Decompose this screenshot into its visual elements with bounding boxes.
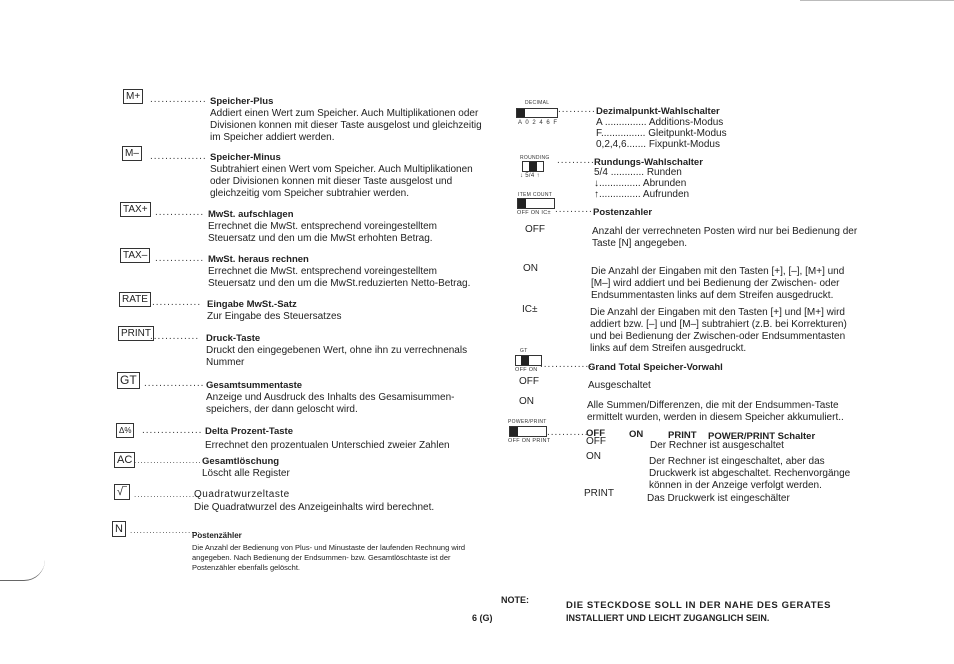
- item-count-title: Postenzahler: [593, 207, 653, 218]
- dots: ................: [142, 425, 203, 436]
- gt-title: Grand Total Speicher-Vorwahl: [588, 362, 723, 373]
- key-tax-plus: TAX+: [120, 202, 151, 217]
- scan-curve: [0, 560, 45, 581]
- power-option-label: PRINT: [584, 488, 614, 499]
- power-switch-knob: [510, 427, 518, 436]
- item-desc: Errechnet die MwSt. entsprechend voreingestelltem Steuersatz und den um die MwSt erhohten Betrag.: [208, 221, 438, 244]
- item-desc: Die Anzahl der Bedienung von Plus- und Minustaste der laufenden Rechnung wird angegeben. Nach Bedienung der Endsummen- bzw. Gesamtlöschtaste ist der Postenzähler ebenfalls gelöscht.: [192, 543, 466, 572]
- power-title-off: OFF: [586, 428, 605, 439]
- gt-option-label: OFF: [519, 376, 539, 387]
- dots: .............: [152, 297, 202, 308]
- item-desc: Löscht alle Register: [202, 468, 290, 479]
- key-delta-percent: Δ%: [116, 423, 134, 438]
- gt-option-desc: Alle Summen/Differenzen, die mit der Endsummen-Taste ermittelt wurden, werden in diesem Speicher akkumuliert..: [587, 400, 844, 423]
- power-switch: [509, 426, 547, 437]
- dots: .....................: [134, 490, 202, 499]
- gt-option-label: ON: [519, 396, 534, 407]
- power-option-desc: Der Rechner ist eingeschaltet, aber das Druckwerk ist abgeschaltet. Rechenvorgänge können in der Anzeige verfolgt werden.: [649, 456, 851, 491]
- decimal-switch-knob: [517, 109, 525, 117]
- rounding-switch: [522, 161, 544, 172]
- item-title: Postenzähler: [192, 531, 242, 540]
- decimal-switch: [516, 108, 558, 118]
- dots: .............: [150, 331, 200, 342]
- power-title-switch: POWER/PRINT Schalter: [708, 431, 816, 442]
- power-switch-scale: OFF ON PRINT: [508, 438, 551, 444]
- dots: ..........: [557, 155, 595, 166]
- rounding-title: Rundungs-Wahlschalter: [594, 157, 703, 168]
- item-count-switch-knob: [518, 199, 526, 208]
- item-count-option-label: IC±: [522, 304, 538, 315]
- item-count-switch-label: ITEM COUNT: [518, 192, 553, 198]
- item-desc: Die Quadratwurzel des Anzeigeinhalts wird berechnet.: [194, 502, 435, 513]
- item-desc: Errechnet den prozentualen Unterschied zweier Zahlen: [205, 440, 450, 451]
- item-count-option-label: ON: [523, 263, 538, 274]
- item-count-option-desc: Die Anzahl der Eingaben mit den Tasten [+], [–], [M+] und [M–] wird addiert und bei Bedienung der Zwischen- oder Endsummentasten links auf dem Streifen ausgedruckt.: [591, 266, 845, 301]
- key-square-root: √‾: [114, 484, 130, 500]
- decimal-option: A ............... Additions-Modus: [596, 117, 724, 128]
- rounding-option: ↑............... Aufrunden: [594, 189, 690, 200]
- item-title: Speicher-Plus: [210, 96, 274, 107]
- rounding-option: ↓............... Abrunden: [594, 178, 687, 189]
- item-desc: Addiert einen Wert zum Speicher. Auch Multiplikationen oder Divisionen konnen mit dieser Taste ausgelost und gleichzeitig im Speicher addiert werden.: [210, 108, 482, 143]
- power-option-desc: Der Rechner ist ausgeschaltet: [650, 440, 784, 451]
- item-desc: Druckt den eingegebenen Wert, ohne ihn zu verrechnenals Nummer: [206, 345, 468, 368]
- key-n: N: [112, 521, 126, 537]
- dots: .....................: [134, 456, 202, 465]
- key-ac: AC: [114, 452, 135, 468]
- item-desc: Subtrahiert einen Wert vom Speicher. Auch Multiplikationen oder Divisionen konnen mit dieser Taste ausgelost und gleichzeitig vom Speicher subtrahier werden.: [210, 164, 473, 199]
- rounding-switch-scale: ↓ 5/4 ↑: [520, 173, 540, 179]
- gt-switch-label: GT: [520, 348, 528, 354]
- key-tax-minus: TAX–: [120, 248, 150, 263]
- item-desc: Errechnet die MwSt. entsprechend voreingestelltem Steuersatz und den um die MwSt.reduzierten Netto-Betrag.: [208, 266, 471, 289]
- item-desc: Anzeige und Ausdruck des Inhalts des Gesamisummen-speichers, der dann geloscht wird.: [206, 392, 455, 415]
- item-title: Eingabe MwSt.-Satz: [207, 299, 297, 310]
- item-title: MwSt. heraus rechnen: [208, 254, 309, 265]
- gt-switch-scale: OFF ON: [515, 367, 538, 373]
- dots: ..........: [558, 104, 596, 115]
- decimal-switch-scale: A 0 2 4 6 F: [518, 120, 559, 126]
- dots: ...............: [150, 94, 207, 105]
- item-title: Delta Prozent-Taste: [205, 426, 293, 437]
- note-label: NOTE:: [501, 595, 529, 605]
- dots: ...........: [547, 427, 589, 438]
- item-title: Druck-Taste: [206, 333, 261, 344]
- rounding-switch-label: ROUNDING: [520, 155, 550, 161]
- page-number: 6 (G): [472, 613, 493, 623]
- item-title: Gesamtlöschung: [202, 456, 280, 467]
- power-title-on: ON: [629, 429, 644, 440]
- item-title: Speicher-Minus: [210, 152, 281, 163]
- note-text-line-1: DIE STECKDOSE SOLL IN DER NAHE DES GERATES: [566, 600, 832, 611]
- dots: ................: [144, 378, 205, 389]
- power-title-print: PRINT: [668, 430, 697, 441]
- key-m-plus: M+: [123, 89, 143, 104]
- item-count-option-desc: Anzahl der verrechneten Posten wird nur bei Bedienung der Taste [N] angegeben.: [592, 226, 858, 249]
- dots: ..............: [540, 359, 593, 370]
- item-desc: Zur Eingabe des Steuersatzes: [207, 311, 342, 322]
- item-count-option-desc: Die Anzahl der Eingaben mit den Tasten [+] und [M+] wird addiert bzw. [–] und [M–] subtrahiert (z.B. bei Korrekturen) und bei Bedienung der Zwischen-oder Endsummentasten links auf dem Streifen ausgedruckt.: [590, 307, 847, 354]
- decimal-option: 0,2,4,6....... Fixpunkt-Modus: [596, 139, 720, 150]
- rounding-switch-knob: [529, 162, 537, 171]
- dots: ..........: [555, 204, 593, 215]
- item-title: MwSt. aufschlagen: [208, 209, 294, 220]
- decimal-title: Dezimalpunkt-Wahlschalter: [596, 106, 720, 117]
- power-option-label: OFF: [586, 436, 606, 447]
- power-option-label: ON: [586, 451, 601, 462]
- item-title: Quadratwurzeltaste: [194, 489, 290, 500]
- item-count-switch: [517, 198, 555, 209]
- key-gt: GT: [117, 372, 140, 389]
- power-option-desc: Das Druckwerk ist eingeschälter: [647, 493, 790, 504]
- decimal-switch-label: DECIMAL: [525, 100, 550, 106]
- item-title: Gesamtsummentaste: [206, 380, 303, 391]
- decimal-option: F................ Gleitpunkt-Modus: [596, 128, 727, 139]
- item-count-switch-scale: OFF ON IC±: [517, 210, 551, 216]
- dots: .............: [155, 207, 205, 218]
- gt-option-desc: Ausgeschaltet: [588, 380, 651, 391]
- gt-switch: [515, 355, 542, 366]
- key-print: PRINT: [118, 326, 154, 341]
- dots: .............: [155, 253, 205, 264]
- item-count-option-label: OFF: [525, 224, 545, 235]
- gt-switch-knob: [521, 356, 529, 365]
- rounding-option: 5/4 ............ Runden: [594, 167, 682, 178]
- dots: ......................: [130, 526, 201, 535]
- note-text-line-2: INSTALLIERT UND LEICHT ZUGANGLICH SEIN.: [566, 613, 770, 623]
- key-m-minus: M–: [122, 146, 142, 161]
- scan-line-top: [800, 0, 954, 1]
- key-rate: RATE: [119, 292, 151, 307]
- power-switch-label: POWER/PRINT: [508, 419, 547, 425]
- dots: ...............: [150, 151, 207, 162]
